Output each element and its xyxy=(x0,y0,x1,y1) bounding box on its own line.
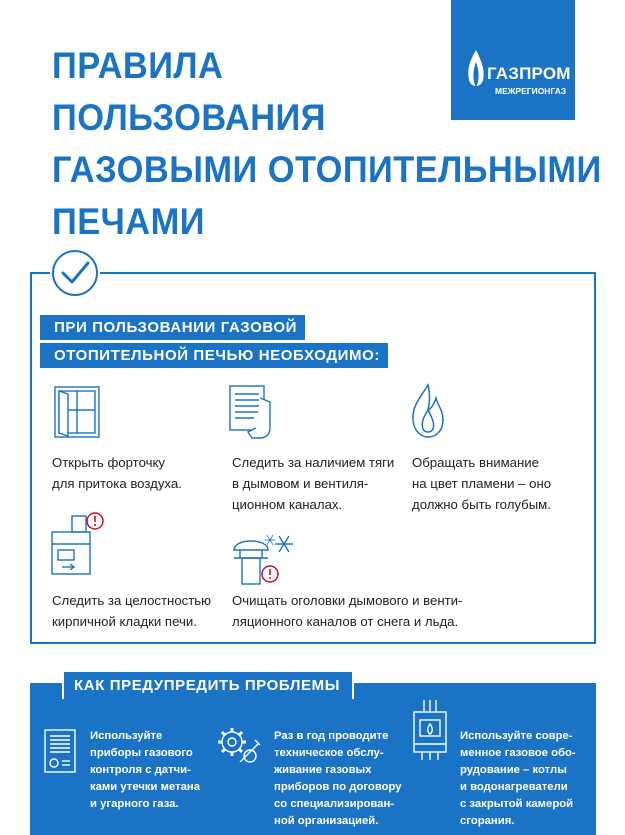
boiler-icon xyxy=(410,698,450,764)
required-item: Очищать оголовки дымового и венти- ляционного каналов от снега и льда. xyxy=(232,593,463,629)
required-heading xyxy=(40,315,388,368)
required-heading-line: ОТОПИТЕЛЬНОЙ ПЕЧЬЮ НЕОБХОДИМО: xyxy=(40,343,388,368)
logo-name: ГАЗПРОМ xyxy=(487,64,571,83)
gazprom-flame-icon xyxy=(465,48,487,92)
prevention-tip: Используйте совре- менное газовое обо- рудование – котлы и водонагреватели с закрытой камерой сгорания. xyxy=(460,730,576,827)
gazprom-logo xyxy=(451,0,575,120)
required-item: Обращать внимание на цвет пламени – оно должно быть голубым. xyxy=(412,455,552,512)
window-icon xyxy=(52,384,102,440)
required-item: Следить за наличием тяги в дымовом и вентиля- ционном каналах. xyxy=(232,455,395,512)
logo-subtitle: МЕЖРЕГИОНГАЗ xyxy=(495,86,567,96)
service-gears-icon xyxy=(214,722,262,768)
prevention-tip: Раз в год проводите техническое обслу- живание газовых приборов по договору со специализирован- ной организацией. xyxy=(274,730,402,827)
title-line: ПОЛЬЗОВАНИЯ xyxy=(52,97,326,138)
title-line: ПЕЧАМИ xyxy=(52,201,205,242)
required-item: Следить за целостностью кирпичной кладки печи. xyxy=(52,593,212,629)
chimney-snow-icon xyxy=(230,530,298,586)
document-icon xyxy=(226,384,278,442)
prevention-heading: КАК ПРЕДУПРЕДИТЬ ПРОБЛЕМЫ xyxy=(62,670,354,699)
flame-icon xyxy=(408,382,448,440)
title-line: ПРАВИЛА xyxy=(52,45,224,86)
required-heading-line: ПРИ ПОЛЬЗОВАНИИ ГАЗОВОЙ xyxy=(40,315,305,340)
gas-detector-icon xyxy=(42,728,78,774)
stove-icon xyxy=(48,510,108,576)
title-line: ГАЗОВЫМИ ОТОПИТЕЛЬНЫМИ xyxy=(52,149,602,190)
checkmark-icon xyxy=(50,248,100,298)
required-item: Открыть форточку для притока воздуха. xyxy=(52,455,182,491)
prevention-tip: Используйте приборы газового контроля с датчи- ками утечки метана и угарного газа. xyxy=(90,730,201,810)
